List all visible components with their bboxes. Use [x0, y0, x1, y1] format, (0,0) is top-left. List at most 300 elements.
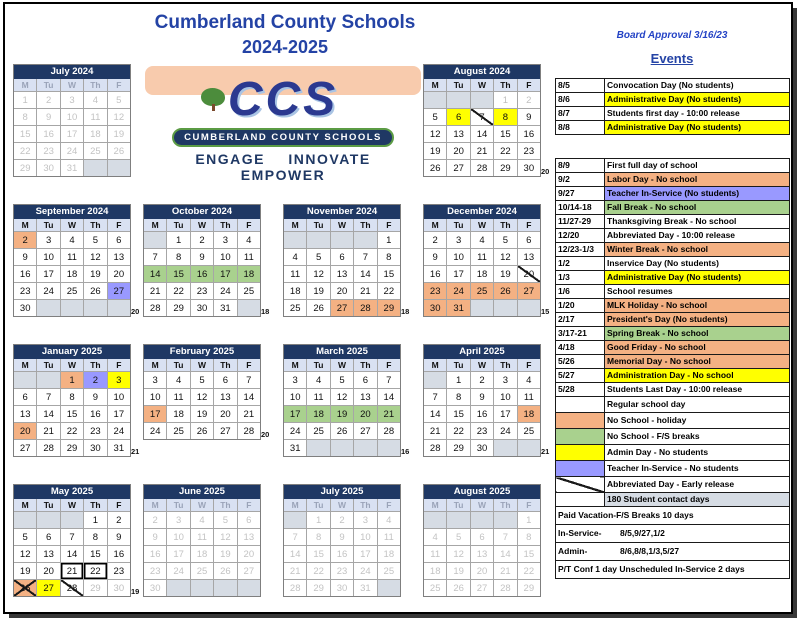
day-cell: 4	[306, 371, 329, 388]
week-row	[424, 265, 540, 282]
day-cell: 30	[83, 439, 106, 456]
weekday-label: M	[14, 79, 36, 91]
day-cell: 28	[424, 439, 446, 456]
day-cell: 6	[14, 388, 36, 405]
week-row	[14, 248, 130, 265]
day-cell: 26	[306, 299, 329, 316]
day-cell: 14	[237, 388, 260, 405]
note-text: P/T Conf 1 day Unscheduled In-Service 2 days	[556, 561, 790, 579]
weekday-label: Th	[213, 499, 236, 511]
logo-motto: ENGAGE INNOVATE EMPOWER	[195, 151, 371, 183]
weekday-label: Th	[83, 499, 106, 511]
day-cell: 4	[60, 231, 83, 248]
day-cell: 20	[353, 405, 376, 422]
day-cell: 9	[83, 388, 106, 405]
weekday-label: F	[377, 219, 400, 231]
day-cell	[377, 579, 400, 596]
day-cell: 20	[213, 405, 236, 422]
event-description: Administration Day - No school	[605, 369, 790, 383]
day-cell	[83, 159, 106, 176]
event-description: President's Day (No students)	[605, 313, 790, 327]
weekday-label: W	[190, 219, 213, 231]
day-cell: 24	[493, 422, 516, 439]
day-cell: 11	[83, 108, 106, 125]
month-day-count: 16	[401, 447, 410, 456]
day-cell: 8	[166, 248, 189, 265]
week-row	[284, 579, 400, 596]
day-cell: 25	[470, 282, 493, 299]
day-cell	[107, 159, 130, 176]
weekday-label: Tu	[166, 359, 189, 371]
day-cell: 25	[190, 562, 213, 579]
weekday-label: Th	[213, 359, 236, 371]
day-cell: 30	[107, 579, 130, 596]
weekday-label: Tu	[36, 499, 59, 511]
day-cell: 16	[470, 405, 493, 422]
event-row	[556, 327, 790, 341]
day-cell: 13	[213, 388, 236, 405]
day-cell: 21	[144, 282, 166, 299]
event-row	[556, 173, 790, 187]
day-cell	[36, 371, 59, 388]
week-row	[284, 388, 400, 405]
day-cell: 18	[517, 405, 540, 422]
month-day-count: 20	[261, 430, 270, 439]
day-cell: 11	[60, 248, 83, 265]
day-cell: 20	[446, 142, 469, 159]
day-cell: 17	[493, 405, 516, 422]
day-cell: 16	[144, 545, 166, 562]
legend-swatch-regular	[556, 397, 605, 413]
board-approval-note: Board Approval 3/16/23	[616, 30, 728, 41]
event-row	[556, 243, 790, 257]
day-cell: 10	[166, 528, 189, 545]
day-cell: 20	[517, 265, 540, 282]
weekday-label: Tu	[306, 359, 329, 371]
day-cell: 8	[60, 388, 83, 405]
day-cell: 3	[446, 231, 469, 248]
day-cell: 15	[377, 265, 400, 282]
event-row	[556, 355, 790, 369]
day-cell	[446, 91, 469, 108]
event-date: 12/20	[556, 229, 605, 243]
event-description: Good Friday - No school	[605, 341, 790, 355]
month-title: February 2025	[144, 345, 260, 359]
day-cell: 29	[60, 439, 83, 456]
day-cell: 20	[330, 282, 353, 299]
day-cell: 29	[446, 439, 469, 456]
day-cell: 11	[190, 528, 213, 545]
day-cell: 13	[353, 388, 376, 405]
day-cell: 28	[353, 299, 376, 316]
legend-swatch-early	[556, 477, 605, 493]
day-cell: 30	[424, 299, 446, 316]
day-cell: 7	[284, 528, 306, 545]
day-cell: 9	[36, 108, 59, 125]
month-march-2025	[283, 344, 410, 457]
legend-label: Admin Day - No students	[605, 445, 790, 461]
day-cell: 24	[36, 282, 59, 299]
weekday-header	[424, 359, 540, 371]
week-row	[424, 248, 540, 265]
day-cell: 5	[83, 231, 106, 248]
month-day-count: 20	[541, 167, 550, 176]
day-cell	[353, 439, 376, 456]
day-cell: 22	[83, 562, 106, 579]
weekday-label: F	[517, 219, 540, 231]
day-cell: 7	[470, 108, 493, 125]
week-row	[424, 91, 540, 108]
month-day-count: 15	[541, 307, 550, 316]
day-cell: 24	[166, 562, 189, 579]
week-row	[144, 371, 260, 388]
weekday-label: Tu	[446, 359, 469, 371]
month-january-2025	[13, 344, 140, 457]
week-row	[144, 511, 260, 528]
day-cell: 6	[353, 371, 376, 388]
legend-label: No School - holiday	[605, 413, 790, 429]
weekday-header	[284, 359, 400, 371]
day-cell: 23	[517, 142, 540, 159]
weekday-label: Tu	[166, 219, 189, 231]
day-cell: 22	[166, 282, 189, 299]
day-cell: 19	[107, 125, 130, 142]
day-cell: 5	[306, 248, 329, 265]
week-row	[424, 125, 540, 142]
day-cell: 15	[83, 545, 106, 562]
day-cell: 12	[190, 388, 213, 405]
weekday-label: Th	[493, 219, 516, 231]
weekday-label: M	[284, 359, 306, 371]
legend-row	[556, 397, 790, 413]
legend-label: Abbreviated Day - Early release	[605, 477, 790, 493]
event-date: 8/9	[556, 159, 605, 173]
day-cell: 4	[190, 511, 213, 528]
day-cell: 1	[83, 511, 106, 528]
weekday-label: Tu	[36, 79, 59, 91]
event-description: Spring Break - No school	[605, 327, 790, 341]
day-cell: 11	[517, 388, 540, 405]
weekday-header	[14, 79, 130, 91]
day-cell: 20	[237, 545, 260, 562]
day-cell: 29	[377, 299, 400, 316]
event-description: Abbreviated Day - 10:00 release	[605, 229, 790, 243]
weekday-header	[424, 499, 540, 511]
day-cell: 1	[377, 231, 400, 248]
week-row	[14, 125, 130, 142]
day-cell: 9	[424, 248, 446, 265]
day-cell: 31	[60, 159, 83, 176]
day-cell: 11	[470, 248, 493, 265]
weekday-label: Th	[493, 499, 516, 511]
day-cell: 13	[36, 545, 59, 562]
event-row	[556, 299, 790, 313]
event-description: Administrative Day (No students)	[605, 121, 790, 135]
note-row	[556, 493, 790, 507]
legend-swatch-inservice	[556, 461, 605, 477]
day-cell: 24	[353, 562, 376, 579]
note-swatch	[556, 493, 605, 507]
event-date: 4/18	[556, 341, 605, 355]
day-cell: 23	[107, 562, 130, 579]
ccs-logo-text: CCS	[227, 73, 339, 126]
day-cell: 2	[330, 511, 353, 528]
day-cell: 3	[284, 371, 306, 388]
events-table	[555, 78, 790, 579]
day-cell: 10	[493, 388, 516, 405]
day-cell: 13	[470, 545, 493, 562]
event-row	[556, 313, 790, 327]
day-cell: 4	[377, 511, 400, 528]
day-cell: 16	[14, 265, 36, 282]
day-cell: 18	[377, 545, 400, 562]
day-cell: 19	[330, 405, 353, 422]
day-cell: 30	[470, 439, 493, 456]
week-row	[144, 528, 260, 545]
day-cell	[36, 511, 59, 528]
day-cell: 11	[306, 388, 329, 405]
day-cell: 30	[144, 579, 166, 596]
week-row	[424, 405, 540, 422]
day-cell: 31	[446, 299, 469, 316]
day-cell: 23	[190, 282, 213, 299]
day-cell	[306, 439, 329, 456]
day-cell: 18	[237, 265, 260, 282]
month-day-count: 21	[131, 447, 140, 456]
day-cell	[190, 579, 213, 596]
day-cell: 31	[213, 299, 236, 316]
tree-icon	[201, 88, 225, 111]
weekday-label: Th	[493, 79, 516, 91]
day-cell: 16	[83, 405, 106, 422]
week-row	[284, 299, 400, 316]
day-cell: 10	[60, 108, 83, 125]
week-row	[424, 562, 540, 579]
week-row	[14, 299, 130, 316]
day-cell: 19	[446, 562, 469, 579]
note-value: 8/6,8/8,1/3,5/27	[620, 546, 680, 557]
event-row	[556, 107, 790, 121]
day-cell: 19	[83, 265, 106, 282]
day-cell: 24	[144, 422, 166, 439]
day-cell	[107, 299, 130, 316]
day-cell: 6	[470, 528, 493, 545]
note-text	[556, 525, 790, 543]
event-description: Administrative Day (No students)	[605, 93, 790, 107]
day-cell	[83, 299, 106, 316]
day-cell: 14	[493, 545, 516, 562]
week-row	[424, 388, 540, 405]
weekday-label: W	[330, 499, 353, 511]
month-day-count: 21	[541, 447, 550, 456]
day-cell: 6	[517, 231, 540, 248]
day-cell: 15	[60, 405, 83, 422]
day-cell: 30	[190, 299, 213, 316]
day-cell: 30	[330, 579, 353, 596]
day-cell: 25	[377, 562, 400, 579]
day-cell: 25	[306, 422, 329, 439]
day-cell	[166, 579, 189, 596]
event-date: 5/26	[556, 355, 605, 369]
day-cell: 16	[190, 265, 213, 282]
day-cell: 22	[517, 562, 540, 579]
day-cell: 1	[517, 511, 540, 528]
weekday-label: Th	[353, 359, 376, 371]
day-cell	[493, 439, 516, 456]
day-cell: 18	[166, 405, 189, 422]
day-cell: 24	[446, 282, 469, 299]
day-cell: 9	[190, 248, 213, 265]
weekday-label: M	[14, 359, 36, 371]
month-may-2025	[13, 484, 140, 597]
day-cell: 19	[424, 142, 446, 159]
day-cell: 20	[107, 265, 130, 282]
day-cell: 21	[493, 562, 516, 579]
weekday-label: W	[330, 219, 353, 231]
month-title: May 2025	[14, 485, 130, 499]
day-cell: 27	[237, 562, 260, 579]
day-cell	[330, 231, 353, 248]
day-cell: 27	[36, 579, 59, 596]
weekday-label: M	[424, 359, 446, 371]
day-cell: 7	[424, 388, 446, 405]
day-cell: 6	[446, 108, 469, 125]
day-cell: 23	[36, 142, 59, 159]
day-cell: 25	[60, 282, 83, 299]
weekday-label: W	[470, 499, 493, 511]
weekday-label: F	[517, 499, 540, 511]
day-cell: 14	[144, 265, 166, 282]
event-description: Labor Day - No school	[605, 173, 790, 187]
weekday-label: F	[377, 359, 400, 371]
week-row	[284, 562, 400, 579]
day-cell: 17	[284, 405, 306, 422]
day-cell: 23	[470, 422, 493, 439]
week-row	[424, 511, 540, 528]
weekday-label: W	[60, 79, 83, 91]
legend-swatch-break	[556, 429, 605, 445]
day-cell: 15	[493, 125, 516, 142]
day-cell: 21	[237, 405, 260, 422]
week-row	[424, 299, 540, 316]
day-cell: 21	[377, 405, 400, 422]
day-cell: 3	[107, 371, 130, 388]
week-row	[284, 282, 400, 299]
week-row	[424, 231, 540, 248]
note-text	[556, 543, 790, 561]
day-cell: 6	[330, 248, 353, 265]
event-date: 8/6	[556, 93, 605, 107]
weekday-label: W	[470, 359, 493, 371]
day-cell: 26	[14, 579, 36, 596]
legend-label: Teacher In-Service - No students	[605, 461, 790, 477]
legend-row	[556, 429, 790, 445]
weekday-label: F	[517, 79, 540, 91]
week-row	[144, 405, 260, 422]
day-cell: 25	[424, 579, 446, 596]
day-cell: 4	[83, 91, 106, 108]
weekday-label: F	[237, 499, 260, 511]
event-date: 2/17	[556, 313, 605, 327]
day-cell: 1	[306, 511, 329, 528]
weekday-label: F	[107, 499, 130, 511]
weekday-header	[14, 359, 130, 371]
day-cell: 21	[60, 562, 83, 579]
weekday-label: M	[144, 499, 166, 511]
day-cell: 8	[14, 108, 36, 125]
weekday-label: Th	[353, 219, 376, 231]
event-date: 9/27	[556, 187, 605, 201]
event-row	[556, 257, 790, 271]
day-cell: 10	[284, 388, 306, 405]
event-description: Fall Break - No school	[605, 201, 790, 215]
weekday-label: W	[60, 219, 83, 231]
day-cell: 14	[470, 125, 493, 142]
day-cell: 26	[493, 282, 516, 299]
weekday-header	[14, 219, 130, 231]
month-september-2024	[13, 204, 140, 317]
weekday-header	[144, 499, 260, 511]
event-row	[556, 229, 790, 243]
day-cell: 8	[306, 528, 329, 545]
day-cell: 28	[470, 159, 493, 176]
day-cell: 5	[14, 528, 36, 545]
day-cell: 17	[213, 265, 236, 282]
event-date: 8/7	[556, 107, 605, 121]
day-cell	[144, 231, 166, 248]
event-description: Convocation Day (No students)	[605, 79, 790, 93]
event-description: Students first day - 10:00 release	[605, 107, 790, 121]
event-row	[556, 187, 790, 201]
weekday-label: M	[284, 499, 306, 511]
month-february-2025	[143, 344, 270, 440]
day-cell: 2	[517, 91, 540, 108]
spacer-row	[556, 135, 790, 159]
week-row	[144, 562, 260, 579]
day-cell: 18	[83, 125, 106, 142]
week-row	[424, 371, 540, 388]
event-date: 1/2	[556, 257, 605, 271]
day-cell: 19	[14, 562, 36, 579]
day-cell: 12	[306, 265, 329, 282]
day-cell: 26	[446, 579, 469, 596]
day-cell: 26	[424, 159, 446, 176]
month-title: July 2024	[14, 65, 130, 79]
week-row	[14, 91, 130, 108]
day-cell: 17	[60, 125, 83, 142]
day-cell: 24	[107, 422, 130, 439]
event-date: 3/17-21	[556, 327, 605, 341]
day-cell: 23	[144, 562, 166, 579]
week-row	[14, 231, 130, 248]
weekday-label: M	[14, 219, 36, 231]
week-row	[284, 511, 400, 528]
month-title: November 2024	[284, 205, 400, 219]
day-cell: 8	[446, 388, 469, 405]
logo-banner: CUMBERLAND COUNTY SCHOOLS	[172, 128, 394, 147]
weekday-label: W	[190, 359, 213, 371]
day-cell: 17	[107, 405, 130, 422]
day-cell: 10	[107, 388, 130, 405]
day-cell: 20	[14, 422, 36, 439]
event-date: 9/2	[556, 173, 605, 187]
weekday-label: F	[377, 499, 400, 511]
weekday-label: F	[237, 219, 260, 231]
week-row	[424, 545, 540, 562]
month-title: April 2025	[424, 345, 540, 359]
day-cell: 9	[330, 528, 353, 545]
day-cell: 7	[493, 528, 516, 545]
